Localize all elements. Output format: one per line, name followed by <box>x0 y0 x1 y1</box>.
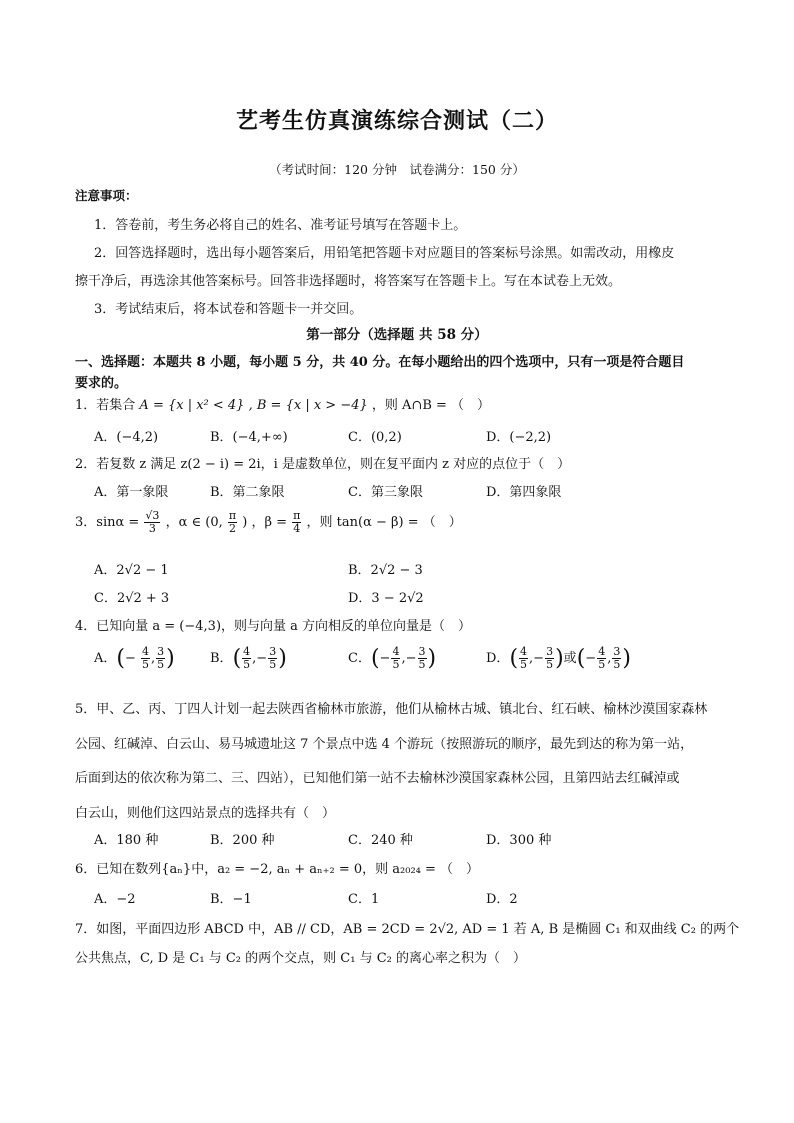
option-d-y1-numerator: 3 <box>546 645 554 658</box>
notice-item-1: 1．答卷前，考生务必将自己的姓名、准考证号填写在答题卡上。 <box>94 218 467 233</box>
option-d-x2-fraction <box>597 646 606 671</box>
option-b-x-denominator: 5 <box>243 658 251 671</box>
question-6-option-d: D．2 <box>486 892 518 907</box>
question-5-option-d: D．300 种 <box>486 833 552 848</box>
question-2-option-a: A．第一象限 <box>94 485 169 500</box>
option-d-x2-numerator: 4 <box>598 645 606 658</box>
option-d-comma-1: , <box>529 651 534 666</box>
option-d-comma-2: , <box>607 651 612 666</box>
beta-fraction-numerator: π <box>293 509 301 522</box>
option-c-x-numerator: 4 <box>392 645 400 658</box>
question-1-set-a: A = {x | x² < 4} <box>139 398 245 413</box>
question-7-line-1: 7．如图，平面四边形 ABCD 中，AB // CD，AB = 2CD = 2√2, AD = 1 若 A, B 是椭圆 C₁ 和双曲线 C₂ 的两个 <box>75 922 740 937</box>
option-b-minus: − <box>256 651 268 666</box>
option-a-x-fraction <box>141 646 150 671</box>
question-6-option-c: C．1 <box>348 892 380 907</box>
question-5-line-2: 公园、红碱淖、白云山、易马城遗址这 7 个景点中选 4 个游玩（按照游玩的顺序，最先到达的称为第一站， <box>75 737 694 752</box>
option-a-label: A． <box>94 651 117 666</box>
option-a-y-fraction <box>156 646 165 671</box>
option-c-y-numerator: 3 <box>418 645 426 658</box>
sin-fraction-denominator: 3 <box>148 522 156 535</box>
question-4-option-b: B．( $\frac{4}{5}$ ,− $\frac{3}{5}$ ) <box>210 645 287 671</box>
notice-item-3: 3．考试结束后，将本试卷和答题卡一并交回。 <box>94 302 363 317</box>
option-b-comma: , <box>252 651 257 666</box>
option-d-label: D． <box>486 651 510 666</box>
question-1 <box>75 394 490 413</box>
question-4-option-c: C．(− $\frac{4}{5}$ ,− $\frac{3}{5}$ ) <box>348 645 437 671</box>
question-2-option-d: D．第四象限 <box>486 485 562 500</box>
question-6: 6．已知在数列{aₙ}中，a₂ = −2, aₙ + aₙ₊₂ = 0，则 a₂₀₂₄ = （ ） <box>75 862 480 877</box>
option-a-comma: , <box>151 651 156 666</box>
option-d-y2-denominator: 5 <box>613 658 621 671</box>
question-5-option-a: A．180 种 <box>94 833 159 848</box>
option-d-y2-numerator: 3 <box>613 645 621 658</box>
question-4: 4．已知向量 a = (−4,3)，则与向量 a 方向相反的单位向量是（ ） <box>75 619 472 634</box>
question-3-option-d: D．3 − 2√2 <box>348 591 424 606</box>
option-d-x1-denominator: 5 <box>520 658 528 671</box>
question-1-suffix: ，则 A∩B = （ ） <box>371 398 491 413</box>
question-1-set-b: , B = {x | x > −4} <box>248 398 368 413</box>
question-5-option-b: B．200 种 <box>210 833 275 848</box>
question-3-suffix: ，则 tan(α − β) = （ ） <box>306 515 462 530</box>
exam-info: （考试时间：120 分钟 试卷满分：150 分） <box>269 162 525 177</box>
option-a-minus: − <box>124 651 136 666</box>
question-3-option-c: C．2√2 + 3 <box>94 591 170 606</box>
interval-open: (0, <box>205 515 223 530</box>
question-1-option-c: C．(0,2) <box>348 430 402 445</box>
option-d-y2-fraction <box>612 646 621 671</box>
section-heading: 一、选择题：本题共 8 小题，每小题 5 分，共 40 分。在每小题给出的四个选项中，只有一项是符合题目 <box>75 355 685 370</box>
option-b-x-fraction <box>242 646 251 671</box>
question-6-option-b: B．−1 <box>210 892 252 907</box>
question-1-option-a: A．(−4,2) <box>94 430 159 445</box>
question-4-option-a: A．(− $\frac{4}{5}$ , $\frac{3}{5}$ ) <box>94 645 175 671</box>
notice-item-2: 2．回答选择题时，选出每小题答案后，用铅笔把答题卡对应题目的答案标号涂黑。如需改动，用橡皮 <box>94 246 675 261</box>
option-a-y-numerator: 3 <box>157 645 165 658</box>
question-3-option-b: B．2√2 − 3 <box>348 563 423 578</box>
option-b-y-denominator: 5 <box>269 658 277 671</box>
option-c-minus-1: − <box>379 651 391 666</box>
question-1-option-d: D．(−2,2) <box>486 430 552 445</box>
question-2-option-b: B．第二象限 <box>210 485 285 500</box>
pi-half-numerator: π <box>228 509 237 522</box>
question-3-prefix: 3．sinα = <box>75 515 140 530</box>
question-4-option-d: D．( $\frac{4}{5}$ ,− $\frac{3}{5}$ )或(− $\frac{4}{5}$ , $\frac{3}{5}$ ) <box>486 645 631 671</box>
question-5-option-c: C．240 种 <box>348 833 413 848</box>
question-1-option-b: B．(−4,+∞) <box>210 430 288 445</box>
option-a-x-denominator: 5 <box>142 658 150 671</box>
question-5-line-4: 白云山，则他们这四站景点的选择共有（ ） <box>75 806 336 821</box>
option-b-x-numerator: 4 <box>243 645 251 658</box>
pi-half-fraction <box>228 510 237 535</box>
option-d-y1-denominator: 5 <box>546 658 554 671</box>
page-title: 艺考生仿真演练综合测试（二） <box>235 108 558 134</box>
option-c-label: C． <box>348 651 371 666</box>
option-d-x1-fraction <box>519 646 528 671</box>
question-3-mid-2: ，β = <box>251 515 288 530</box>
question-6-option-a: A．−2 <box>94 892 136 907</box>
option-b-y-fraction <box>268 646 277 671</box>
pi-half-denominator: 2 <box>229 522 236 535</box>
option-d-or: 或 <box>563 651 577 666</box>
part-title: 第一部分（选择题 共 58 分） <box>306 327 488 343</box>
notice-heading: 注意事项： <box>75 188 138 203</box>
option-c-minus-2: − <box>405 651 417 666</box>
question-3-option-a: A．2√2 − 1 <box>94 563 169 578</box>
question-2-option-c: C．第三象限 <box>348 485 423 500</box>
question-5-line-3: 后面到达的依次称为第二、三、四站），已知他们第一站不去榆林沙漠国家森林公园，且第四站去红碱淖或 <box>75 771 680 786</box>
section-heading-cont: 要求的。 <box>75 376 128 391</box>
beta-fraction-denominator: 4 <box>293 522 301 535</box>
option-d-minus-2: − <box>585 651 597 666</box>
option-c-x-denominator: 5 <box>392 658 400 671</box>
option-c-x-fraction <box>391 646 400 671</box>
question-5-line-1: 5．甲、乙、丙、丁四人计划一起去陕西省榆林市旅游，他们从榆林古城、镇北台、红石峡、榆林沙漠国家森林 <box>75 702 708 717</box>
option-d-x2-denominator: 5 <box>598 658 606 671</box>
question-3-mid-1: ，α ∈ <box>165 515 202 530</box>
option-a-x-numerator: 4 <box>142 645 150 658</box>
question-2: 2．若复数 z 满足 z(2 − i) = 2i，i 是虚数单位，则在复平面内 z 对应的点位于（ ） <box>75 457 571 472</box>
option-a-y-denominator: 5 <box>157 658 165 671</box>
option-d-y1-fraction <box>545 646 554 671</box>
beta-fraction <box>292 510 301 535</box>
option-b-label: B． <box>210 651 233 666</box>
option-d-minus-1: − <box>533 651 545 666</box>
question-7-line-2: 公共焦点，C, D 是 C₁ 与 C₂ 的两个交点，则 C₁ 与 C₂ 的离心率之积为（ ） <box>75 951 526 966</box>
question-1-prefix: 1．若集合 <box>75 398 136 413</box>
question-3 <box>75 510 462 535</box>
interval-close: ) <box>242 515 248 530</box>
option-c-y-fraction <box>418 646 427 671</box>
notice-item-2-cont: 擦干净后，再选涂其他答案标号。回答非选择题时，将答案写在答题卡上。写在本试卷上无效。 <box>75 274 622 289</box>
option-c-comma: , <box>401 651 406 666</box>
sin-fraction <box>144 510 160 535</box>
sin-fraction-numerator: √3 <box>145 509 160 522</box>
option-d-x1-numerator: 4 <box>520 645 528 658</box>
option-c-y-denominator: 5 <box>418 658 426 671</box>
option-b-y-numerator: 3 <box>269 645 277 658</box>
